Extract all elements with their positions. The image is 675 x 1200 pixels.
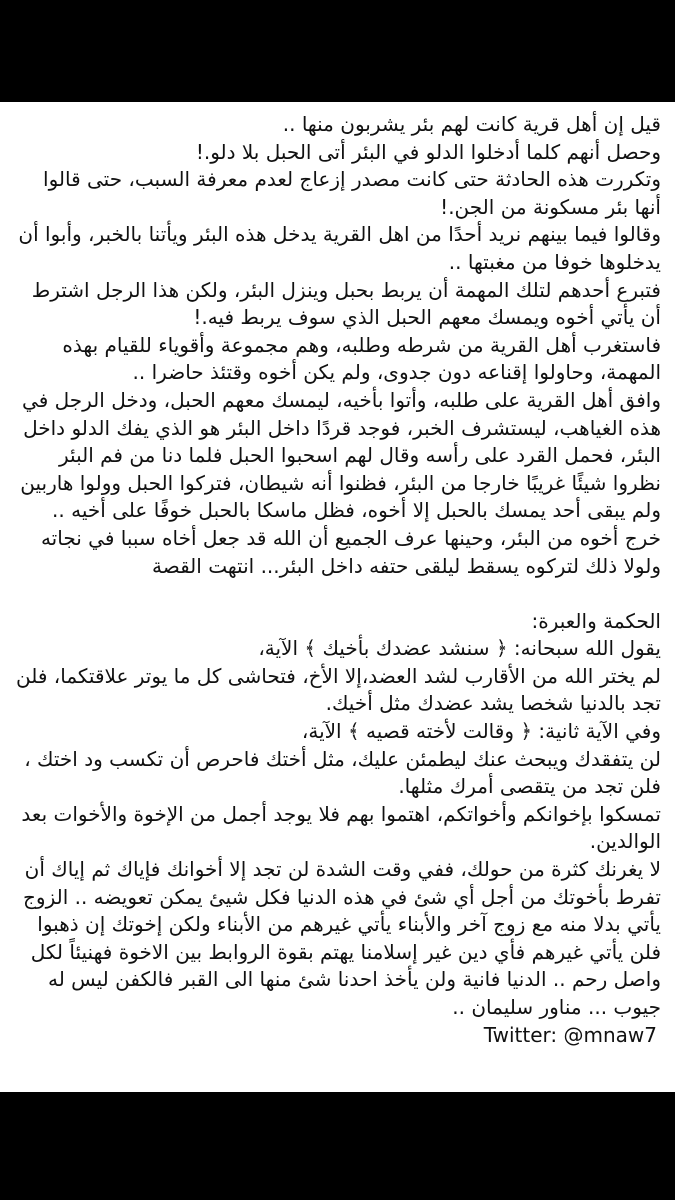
blank-line xyxy=(14,580,661,608)
story-paragraph: فتبرع أحدهم لتلك المهمة أن يربط بحبل وينزل البئر، ولكن هذا الرجل اشترط أن يأتي أخوه ويمسك معهم الحبل الذي سوف يربط فيه.! xyxy=(31,277,661,330)
story-paragraph: وافق أهل القرية على طلبه، وأتوا بأخيه، ليمسك معهم الحبل، ودخل الرجل في هذه الغياهب، ليستشرف الخبر، فوجد قردًا داخل البئر هو الذي يفك الدلو داخل البئر، فحمل القرد على رأسه وقال لهم اسحبوا الحبل فلما دنا من فم البئر نظروا شيئًا غريبًا خارجا من البئر، فظنوا أنه شيطان، فتركوا الحبل وولوا هاربين ولم يبقى أحد يمسك بالحبل إلا أخوه، فظل ماسكا بالحبل خوفًا على أخيه .. xyxy=(20,387,661,523)
lesson-paragraph: تمسكوا بإخوانكم وأخواتكم، اهتموا بهم فلا يوجد أجمل من الإخوة والأخوات بعد الوالدين. xyxy=(21,801,661,854)
lesson-heading: الحكمة والعبرة: xyxy=(531,608,661,633)
twitter-handle: Twitter: @mnaw7 xyxy=(483,1022,657,1047)
lesson-paragraph: وفي الآية ثانية: ﴿ وقالت لأخته قصيه ﴾ الآية، xyxy=(301,719,661,744)
lesson-paragraph: يقول الله سبحانه: ﴿ سنشد عضدك بأخيك ﴾ الآية، xyxy=(258,636,661,661)
story-paragraph: وتكررت هذه الحادثة حتى كانت مصدر إزعاج لعدم معرفة السبب، حتى قالوا أنها بئر مسكونة من الجن.! xyxy=(43,167,661,219)
lesson-text xyxy=(14,608,661,1022)
story-paragraph: وحصل أنهم كلما أدخلوا الدلو في البئر أتى الحبل بلا دلو.! xyxy=(195,139,661,164)
lesson-paragraph: لا يغرنك كثرة من حولك، ففي وقت الشدة لن تجد إلا أخوانك فإياك ثم إياك أن تفرط بأخوتك من أجل أي شئ في هذه الدنيا فكل شيئ يمكن تعويضه .. الزوج يأتي بدلا منه مع زوج آخر والأبناء يأتي غيرهم من الأبناء ولكن إخوتك إن ذهبوا فلن يأتي غيرهم فأي دين غير إسلامنا يهتم بقوة الروابط بين الاخوة فهنيئاً لكل واصل رحم .. الدنيا فانية ولن يأخذ احدنا شئ منها الى القبر فالكفن ليس له جيوب ... مناور سليمان .. xyxy=(23,857,661,1019)
bottom-black-band xyxy=(0,1092,675,1200)
top-black-band xyxy=(0,0,675,102)
story-paragraph: قيل إن أهل قرية كانت لهم بئر يشربون منها .. xyxy=(282,112,661,136)
lesson-paragraph: لم يختر الله من الأقارب لشد العضد،إلا الأخ، فتحاشى كل ما يوتر علاقتكما، فلن تجد بالدنيا شخصا يشد عضدك مثل أخيك. xyxy=(16,663,661,716)
story-paragraph: خرج أخوه من البئر، وحينها عرف الجميع أن الله قد جعل أخاه سببا في نجاته ولولا ذلك لتركوه يسقط ليلقى حتفه داخل البئر... انتهت القصة xyxy=(40,525,661,578)
story-paragraph: فاستغرب أهل القرية من شرطه وطلبه، وهم مجموعة وأقوياء للقيام بهذه المهمة، وحاولوا إقناعه دون جدوى، ولم يكن أخوه وقتئذ حاضرا .. xyxy=(62,332,661,385)
lesson-paragraph: لن يتفقدك ويبحث عنك ليطمئن عليك، مثل أختك فاحرص أن تكسب ود اختك ، فلن تجد من يتقصى أمرك مثلها. xyxy=(24,746,661,799)
story-text xyxy=(14,111,661,580)
text-sheet xyxy=(0,102,675,1092)
story-paragraph: وقالوا فيما بينهم نريد أحدًا من اهل القرية يدخل هذه البئر ويأتنا بالخبر، وأبوا أن يدخلوها خوفا من مغبتها .. xyxy=(18,222,661,274)
